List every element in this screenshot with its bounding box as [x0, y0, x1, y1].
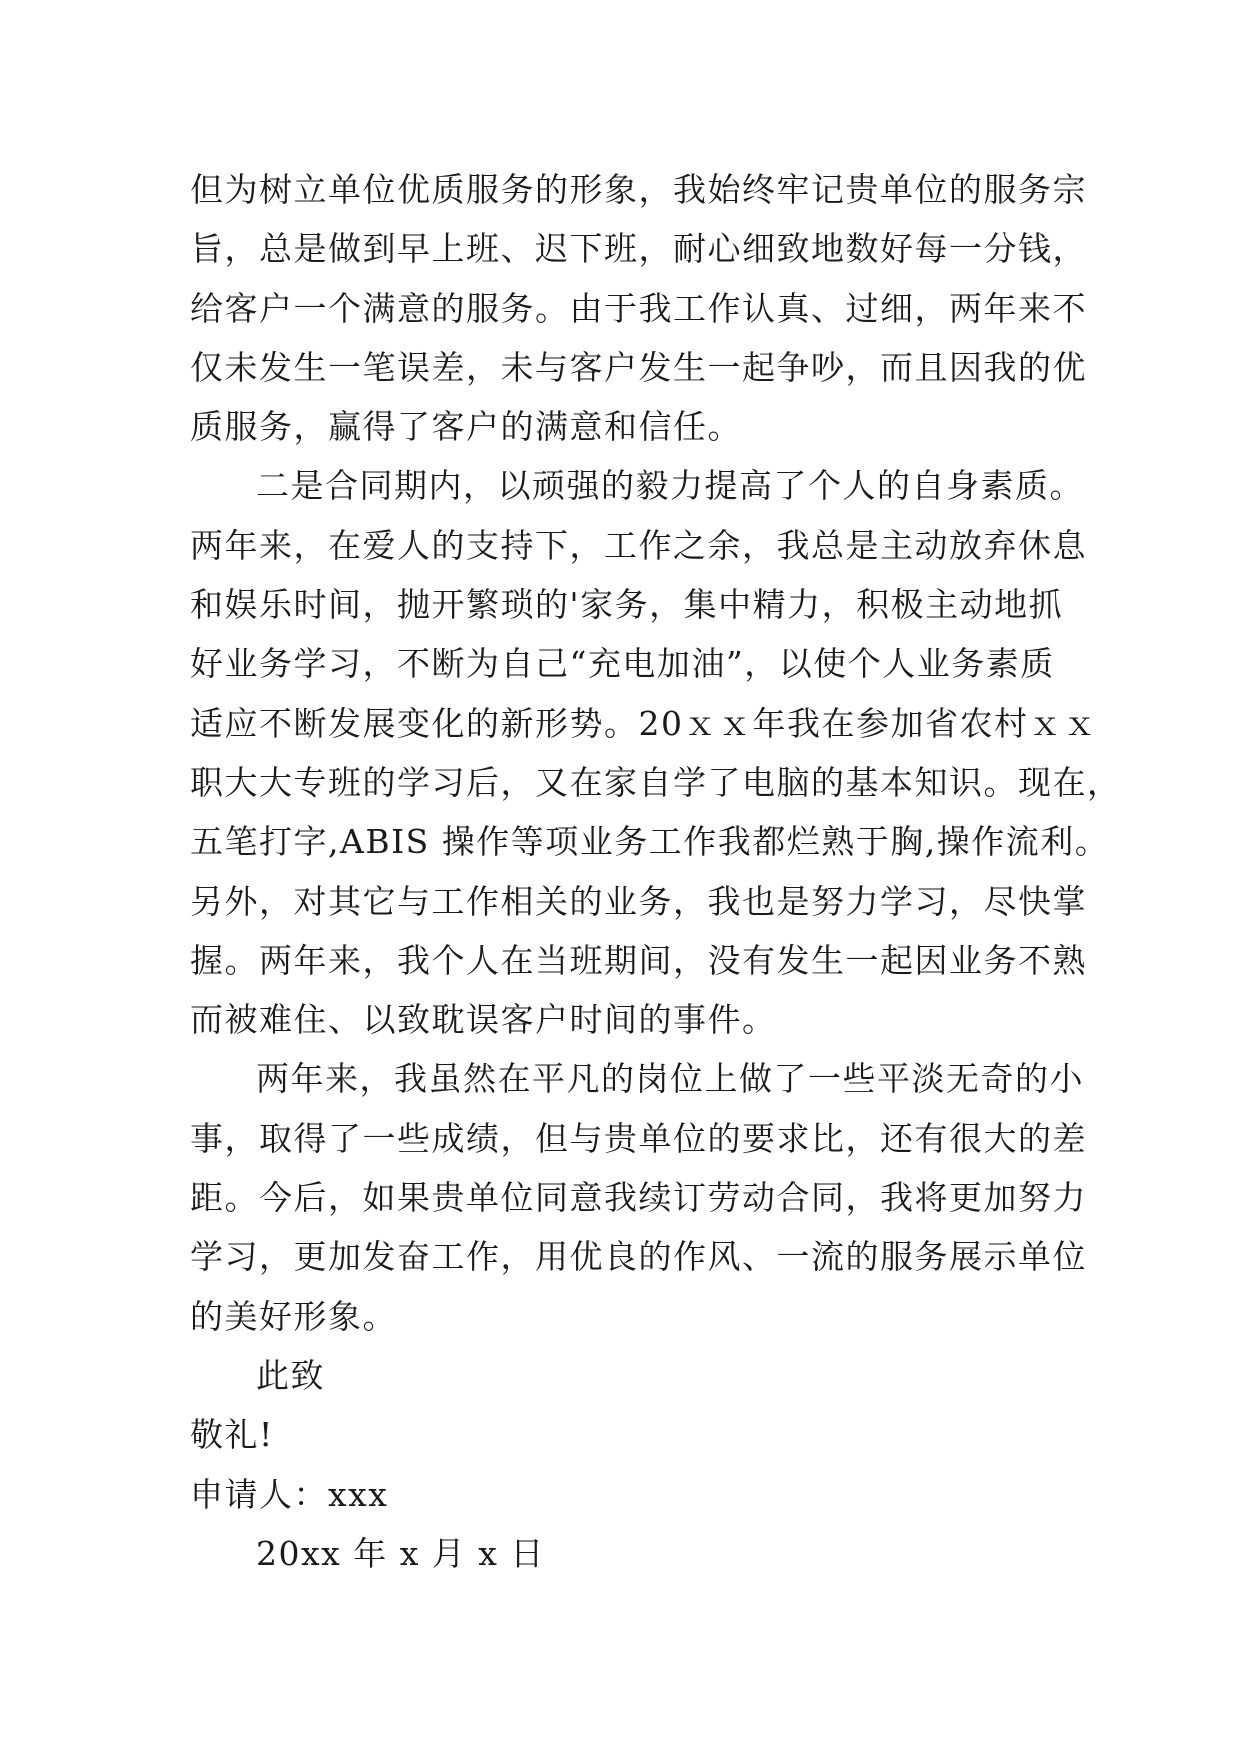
text-line: 两年来，在爱人的支持下，工作之余，我总是主动放弃休息: [190, 525, 1087, 565]
text-line: 质服务，赢得了客户的满意和信任。: [190, 407, 742, 447]
closing-regards: 敬礼!: [190, 1415, 274, 1455]
letter-body: [190, 160, 1122, 1583]
text-line: 学习，更加发奋工作，用优良的作风、一流的服务展示单位: [190, 1237, 1087, 1277]
text-line: 职大大专班的学习后，又在家自学了电脑的基本知识。现在，: [190, 762, 1122, 802]
text-line: 和娱乐时间，抛开繁琐的'家务，集中精力，积极主动地抓: [190, 585, 1064, 625]
text-line: 但为树立单位优质服务的形象，我始终牢记贵单位的服务宗: [190, 170, 1087, 209]
text-line: 给客户一个满意的服务。由于我工作认真、过细，两年来不: [190, 288, 1087, 328]
text-line: 五笔打字,ABIS 操作等项业务工作我都烂熟于胸,操作流利。: [190, 822, 1110, 862]
text-line: 而被难住、以致耽误客户时间的事件。: [190, 1000, 777, 1040]
paragraph-start-line: 二是合同期内，以顽强的毅力提高了个人的自身素质。: [256, 466, 1084, 506]
paragraph-start-line: 两年来，我虽然在平凡的岗位上做了一些平淡无奇的小: [256, 1059, 1084, 1099]
applicant-signature: 申请人：xxx: [190, 1474, 389, 1514]
text-line: 适应不断发展变化的新形势。20ｘｘ年我在参加省农村ｘｘ: [190, 703, 1098, 743]
text-line: 事，取得了一些成绩，但与贵单位的要求比，还有很大的差: [190, 1118, 1087, 1158]
text-line: 好业务学习，不断为自己“充电加油”，以使个人业务素质: [190, 644, 1055, 684]
text-line: 的美好形象。: [190, 1296, 397, 1336]
text-line: 握。两年来，我个人在当班期间，没有发生一起因业务不熟: [190, 940, 1087, 980]
text-line: 旨，总是做到早上班、迟下班，耐心细致地数好每一分钱，: [190, 229, 1087, 269]
text-line: 另外，对其它与工作相关的业务，我也是努力学习，尽快掌: [190, 881, 1087, 921]
closing-salutation: 此致: [256, 1355, 325, 1395]
text-line: 仅未发生一笔误差，未与客户发生一起争吵，而且因我的优: [190, 347, 1087, 387]
text-line: 距。今后，如果贵单位同意我续订劳动合同，我将更加努力: [190, 1178, 1087, 1218]
letter-date: 20xx 年 x 月 x 日: [256, 1533, 545, 1573]
